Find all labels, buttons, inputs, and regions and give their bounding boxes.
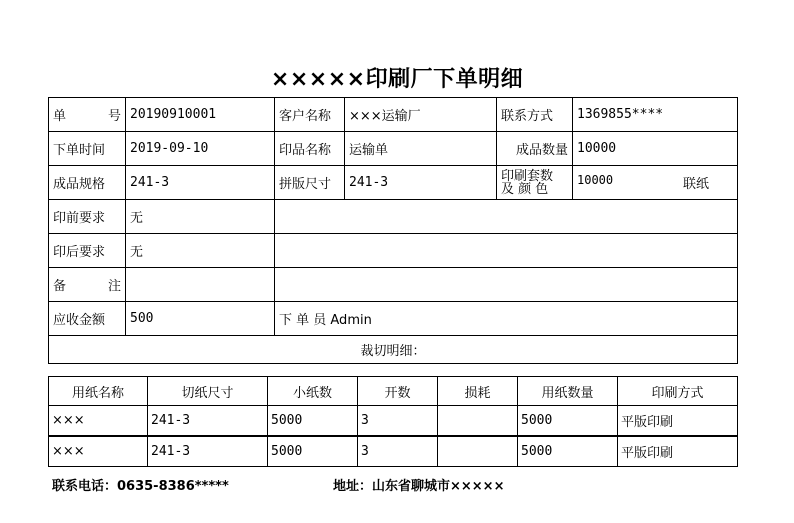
cell-paper-qty: 5000 [518,406,618,437]
spec-value: 241-3 [126,166,275,200]
row-order-no [49,98,738,132]
sets-label: 印刷套数 及 颜 色 [497,166,573,200]
note-value [126,268,275,302]
product-label: 印品名称 [275,132,345,166]
table-row [49,436,738,467]
customer-value: ×××运输厂 [345,98,497,132]
operator-value: 下 单 员 Admin [279,313,372,328]
cell-paper-name: ××× [49,406,148,437]
post-extra [275,234,738,268]
spec-label: 成品规格 [49,166,126,200]
row-amount [49,302,738,336]
layout-size-value: 241-3 [345,166,497,200]
row-pre [49,200,738,234]
header-cut-size: 切纸尺寸 [148,377,268,406]
post-value: 无 [126,234,275,268]
cell-cut-size: 241-3 [148,406,268,437]
amount-label: 应收金额 [49,302,126,336]
row-date [49,132,738,166]
order-no-value: 20190910001 [126,98,275,132]
row-note [49,268,738,302]
header-fold-count: 开数 [358,377,438,406]
header-paper-qty: 用纸数量 [518,377,618,406]
pre-label: 印前要求 [49,200,126,234]
note-extra [275,268,738,302]
cell-print-method: 平版印刷 [618,436,738,467]
cell-cut-size: 241-3 [148,436,268,467]
quantity-label: 成品数量 [497,132,573,166]
order-no-label: 单 号 [49,98,126,132]
operator-cell [275,302,738,336]
cell-paper-qty: 5000 [518,436,618,467]
cell-loss [438,406,518,437]
document-title: ×××××印刷厂下单明细 [270,67,524,92]
cutting-table [48,376,738,467]
contact-label: 联系方式 [497,98,573,132]
table-row [49,406,738,437]
date-label: 下单时间 [49,132,126,166]
cell-small-sheets: 5000 [268,436,358,467]
header-print-method: 印刷方式 [618,377,738,406]
order-detail-table [48,97,738,364]
cell-small-sheets: 5000 [268,406,358,437]
note-label: 备 注 [49,268,126,302]
cell-fold-count: 3 [358,436,438,467]
footer-address: 地址：山东省聊城市××××× [333,479,505,494]
row-post [49,234,738,268]
row-cut-title [49,336,738,364]
cell-loss [438,436,518,467]
post-label: 印后要求 [49,234,126,268]
cutting-header-row [49,377,738,406]
row-spec [49,166,738,200]
product-value: 运输单 [345,132,497,166]
cell-print-method: 平版印刷 [618,406,738,437]
sets-value: 10000 [577,173,614,187]
cell-fold-count: 3 [358,406,438,437]
header-loss: 损耗 [438,377,518,406]
footer-phone: 联系电话：0635-8386***** [52,479,229,494]
amount-value: 500 [126,302,275,336]
customer-label: 客户名称 [275,98,345,132]
quantity-value: 10000 [573,132,738,166]
sets-color: 联纸 [682,177,709,192]
layout-size-label: 拼版尺寸 [275,166,345,200]
cutting-section-title: 裁切明细： [49,336,738,364]
date-value: 2019-09-10 [126,132,275,166]
header-small-sheets: 小纸数 [268,377,358,406]
sets-value-cell [573,166,738,200]
pre-value: 无 [126,200,275,234]
contact-value: 1369855**** [573,98,738,132]
cell-paper-name: ××× [49,436,148,467]
pre-extra [275,200,738,234]
header-paper-name: 用纸名称 [49,377,148,406]
